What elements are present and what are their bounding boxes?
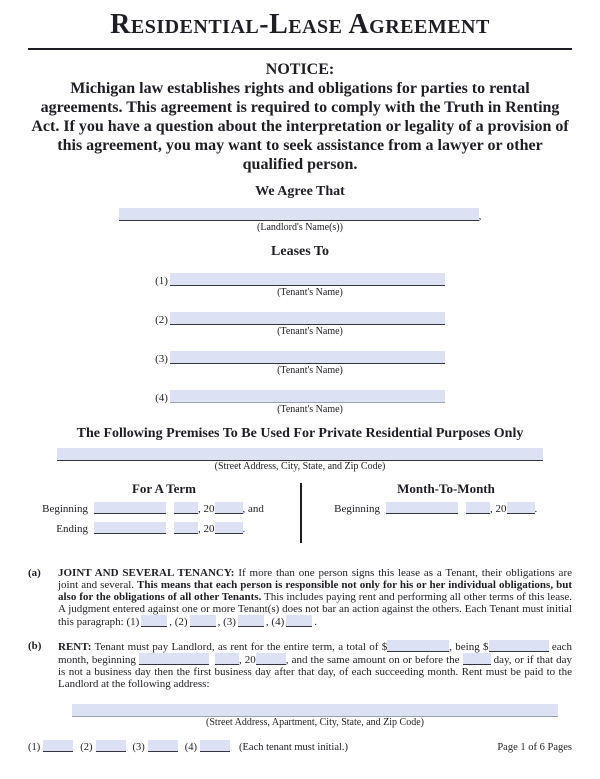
- paragraph-b-label: (b): [28, 640, 42, 652]
- rent-begin-month-field[interactable]: [139, 653, 209, 665]
- paragraph-b-rent: [28, 640, 572, 729]
- premises-address-field[interactable]: [57, 448, 543, 461]
- premises-address-caption: (Street Address, City, State, and Zip Code): [214, 461, 386, 472]
- rent-total-field[interactable]: [387, 640, 449, 652]
- mtm-period: .: [534, 503, 538, 515]
- tenant-1-number: (1): [155, 275, 168, 287]
- term-begin-year-prefix: , 20: [198, 503, 215, 515]
- tenant-4-name-field[interactable]: [170, 390, 445, 403]
- tenant-row-4: [28, 390, 572, 416]
- paragraph-a-label: (a): [28, 567, 41, 579]
- footer-initial-3-field[interactable]: [148, 740, 178, 752]
- we-agree-heading: We Agree That: [255, 184, 345, 199]
- footer-initial-4-field[interactable]: [200, 740, 230, 752]
- rent-text-4: , 20: [238, 654, 256, 666]
- term-begin-year-field[interactable]: [215, 502, 243, 514]
- paragraph-a-heading: JOINT AND SEVERAL TENANCY:: [58, 567, 235, 579]
- rent-text-5: , and the same amount on or before the: [285, 654, 463, 666]
- rent-address-block: [58, 704, 572, 729]
- month-to-month-column: [300, 481, 572, 545]
- rent-address-caption: (Street Address, Apartment, City, State, and Zip Code): [206, 717, 424, 728]
- tenant-3-number: (3): [155, 353, 168, 365]
- term-and-suffix: , and: [242, 503, 264, 515]
- initial-3-separator: ,: [265, 616, 272, 628]
- footer-initial-4-number: (4): [184, 742, 197, 753]
- rent-text-3: each month, beginning: [58, 641, 572, 666]
- tenant-row-3: [28, 351, 572, 377]
- tenant-4-initial-field[interactable]: [286, 615, 312, 627]
- mtm-begin-month-field[interactable]: [386, 502, 458, 514]
- tenant-3-name-field[interactable]: [170, 351, 445, 364]
- term-ending-row: [28, 521, 300, 537]
- footer-initial-3-number: (3): [132, 742, 145, 753]
- page-number: Page 1 of 6 Pages: [497, 742, 572, 753]
- tenant-2-name-field[interactable]: [170, 312, 445, 325]
- column-divider: [300, 483, 302, 543]
- notice-body: Michigan law establishes rights and obligations for parties to rental agreements. This agreement is required to comply with the Truth in Renting Act. If you have a question about the interpretation or legality of a provision of this agreement, you may want to seek assistance from a lawyer or other qualified person.: [31, 80, 569, 173]
- for-a-term-column: [28, 481, 300, 545]
- initial-2-number: (2): [174, 616, 188, 628]
- tenant-row-2: [28, 312, 572, 338]
- rent-text-6: day, or if that day is not a business day then the first business day after that day, of each succeeding month. Rent must be paid to the Landlord at the following address:: [58, 654, 573, 690]
- mtm-beginning-row: [320, 501, 572, 517]
- mtm-beginning-label: Beginning: [334, 503, 380, 515]
- initial-2-separator: ,: [217, 616, 224, 628]
- footer-initials-row: [28, 740, 348, 754]
- landlord-name-field[interactable]: [119, 208, 479, 221]
- footer-initial-2-number: (2): [80, 742, 93, 753]
- term-ending-label: Ending: [56, 523, 88, 535]
- paragraph-a-joint-tenancy: [28, 567, 572, 628]
- footer-initial-1-number: (1): [28, 742, 41, 753]
- tenant-1-name-field[interactable]: [170, 273, 445, 286]
- initial-1-number: (1): [126, 616, 140, 628]
- mtm-begin-year-field[interactable]: [507, 502, 535, 514]
- premises-address-block: [28, 448, 572, 473]
- term-end-year-prefix: , 20: [198, 523, 215, 535]
- premises-heading: The Following Premises To Be Used For Private Residential Purposes Only: [76, 426, 524, 441]
- paragraph-a-text-2: This includes paying rent and performing all other terms of this lease. A judgment entered against one or more Tenant(s) does not bar an action against the others. Each Tenant must initial this paragraph:: [58, 591, 573, 628]
- rent-address-field[interactable]: [72, 704, 558, 717]
- term-end-year-field[interactable]: [215, 522, 243, 534]
- leases-to-heading: Leases To: [271, 244, 329, 259]
- notice-heading: NOTICE:: [265, 61, 335, 78]
- term-beginning-label: Beginning: [42, 503, 88, 515]
- tenant-3-initial-field[interactable]: [238, 615, 264, 627]
- rent-due-day-field[interactable]: [463, 653, 491, 665]
- term-end-month-field[interactable]: [94, 522, 166, 534]
- paragraph-a-bold-text: This means that each person is responsible not only for his or her individual obligations, but also for the obligations of all other Tenants.: [58, 579, 572, 603]
- tenant-2-caption: (Tenant's Name): [277, 326, 343, 337]
- tenant-2-initial-field[interactable]: [190, 615, 216, 627]
- term-begin-day-field[interactable]: [174, 502, 198, 514]
- tenant-1-initial-field[interactable]: [141, 615, 167, 627]
- landlord-caption: (Landlord's Name(s)): [257, 222, 343, 233]
- term-begin-month-field[interactable]: [94, 502, 166, 514]
- rent-begin-year-field[interactable]: [256, 653, 286, 665]
- tenant-4-number: (4): [155, 392, 168, 404]
- month-to-month-heading: Month-To-Month: [397, 481, 495, 496]
- footer-initial-note: (Each tenant must initial.): [239, 742, 349, 753]
- tenant-3-caption: (Tenant's Name): [277, 365, 343, 376]
- term-section: [28, 481, 572, 545]
- tenant-1-caption: (Tenant's Name): [277, 287, 343, 298]
- initial-4-separator: .: [314, 616, 317, 628]
- term-end-day-field[interactable]: [174, 522, 198, 534]
- tenant-2-number: (2): [155, 314, 168, 326]
- rent-monthly-field[interactable]: [489, 640, 549, 652]
- document-title: Residential-Lease Agreement: [110, 9, 490, 40]
- initial-3-number: (3): [223, 616, 236, 628]
- landlord-row: [28, 208, 572, 234]
- paragraph-b-heading: RENT:: [58, 641, 92, 653]
- rent-text-1: Tenant must pay Landlord, as rent for the entire term, a total of $: [91, 641, 388, 653]
- footer-initial-2-field[interactable]: [96, 740, 126, 752]
- rent-begin-day-field[interactable]: [215, 653, 239, 665]
- rent-text-2: , being $: [449, 641, 489, 653]
- term-end-period: .: [242, 523, 246, 535]
- landlord-comma: ,: [478, 210, 482, 222]
- title-rule: [28, 48, 572, 50]
- mtm-begin-day-field[interactable]: [466, 502, 490, 514]
- page-footer: [28, 740, 572, 754]
- footer-initial-1-field[interactable]: [43, 740, 73, 752]
- paragraph-a-text-1: If more than one person signs this lease as a Tenant, their obligations are joint and several.: [58, 567, 572, 591]
- initial-1-separator: ,: [169, 616, 175, 628]
- tenant-row-1: [28, 273, 572, 299]
- mtm-year-prefix: , 20: [490, 503, 507, 515]
- initial-4-number: (4): [271, 616, 285, 628]
- for-a-term-heading: For A Term: [131, 481, 197, 496]
- term-beginning-row: [28, 501, 300, 517]
- tenant-4-caption: (Tenant's Name): [277, 404, 343, 415]
